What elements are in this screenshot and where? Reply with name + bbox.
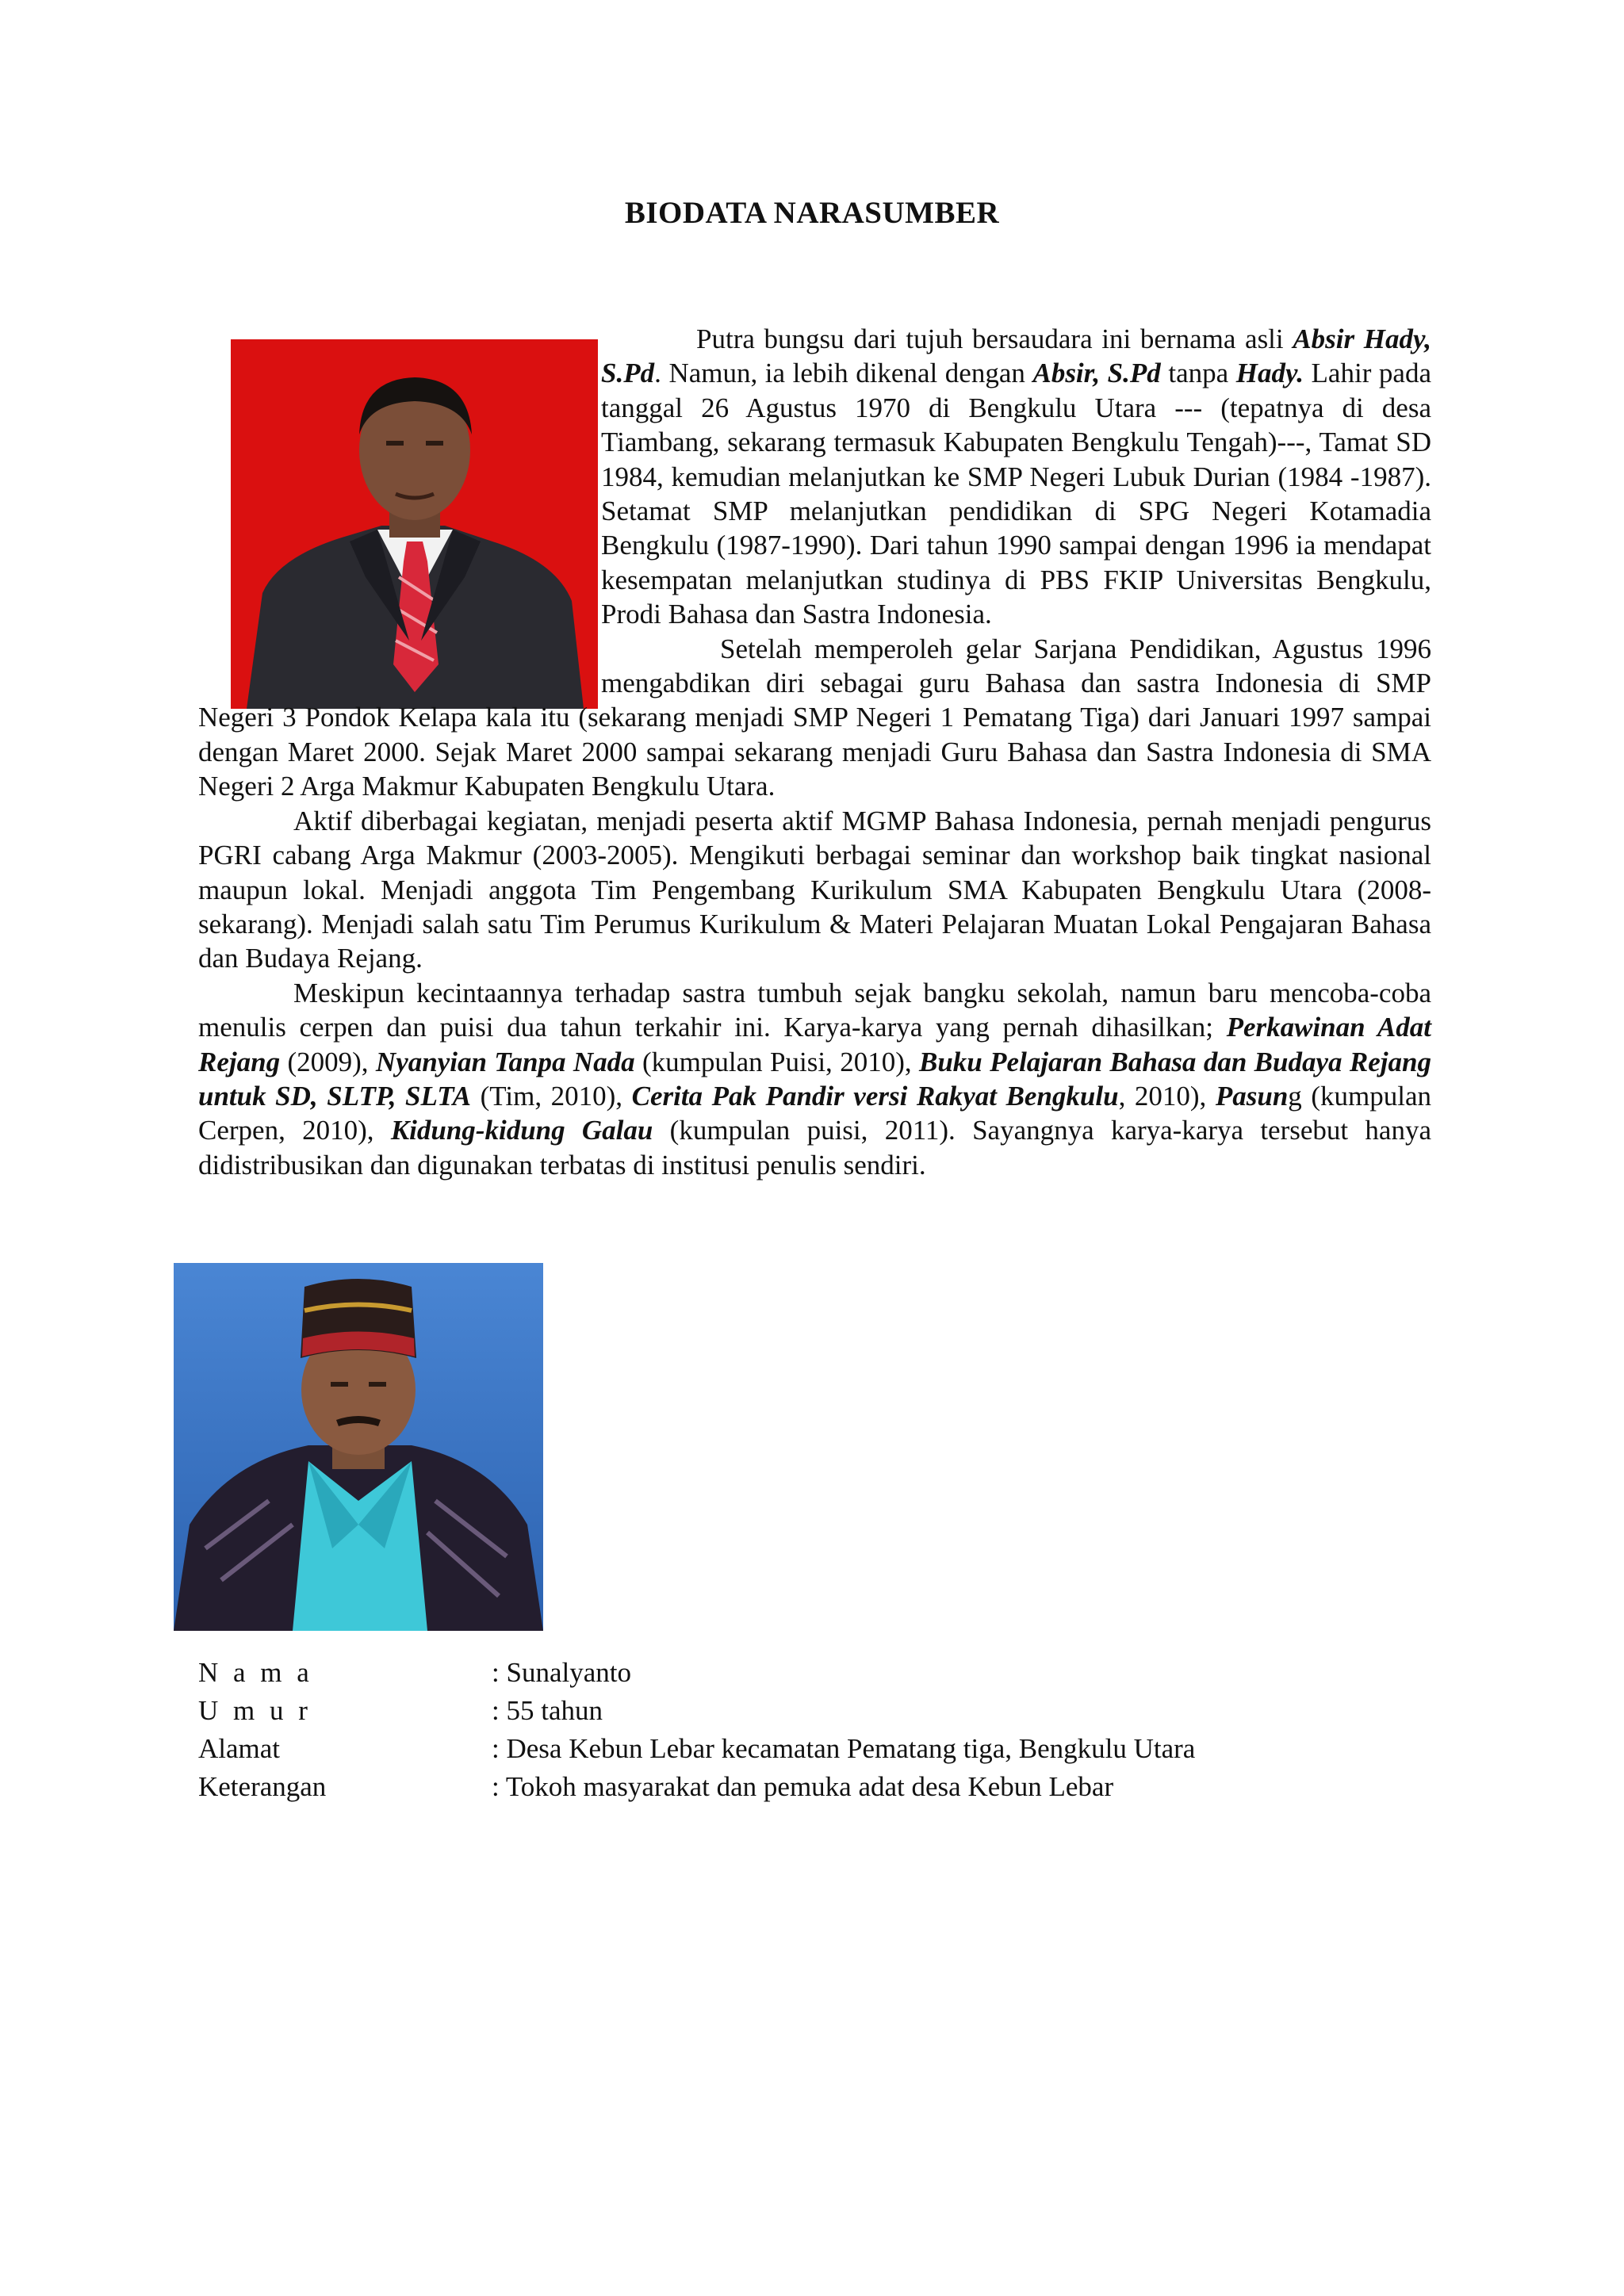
- bio-p1-text-3: tanpa: [1160, 358, 1236, 389]
- photo-float-spacer: [198, 317, 601, 687]
- work-title-kidung: Kidung-kidung Galau: [390, 1115, 653, 1146]
- bio-p1-name-full: Absir Hady, S.Pd: [601, 323, 1431, 389]
- bio-p4-text-2: (2009),: [280, 1046, 376, 1077]
- bio-p4-text-3: (kumpulan Puisi, 2010),: [634, 1046, 919, 1077]
- info-label-umur: U m u r: [198, 1695, 312, 1726]
- bio-p1-text-4: Lahir pada tanggal 26 Agustus 1970 di Bengkulu Utara --- (tepatnya di desa Tiambang, sekarang termasuk Kabupaten Bengkulu Tengah)---, Tamat SD 1984, kemudian melanjutkan ke SMP Negeri Lubuk Durian (1984 -1987). Setamat SMP melanjutkan pendidikan di SPG Negeri Kotamadia Bengkulu (1987-1990). Dari tahun 1990 sampai dengan 1996 ia mendapat kesempatan melanjutkan studinya di PBS FKIP Universitas Bengkulu, Prodi Bahasa dan Sastra Indonesia.: [601, 358, 1431, 630]
- work-title-perkawinan: Perkawinan Adat Rejang: [198, 1012, 1431, 1077]
- info-value-keterangan: : Tokoh masyarakat dan pemuka adat desa Kebun Lebar: [492, 1771, 1114, 1802]
- bio-p4-text-6: g (kumpulan Cerpen, 2010),: [198, 1080, 1431, 1146]
- bio-paragraph-4: [198, 976, 1431, 1182]
- bio-paragraph-2: Setelah memperoleh gelar Sarjana Pendidikan, Agustus 1996 mengabdikan diri sebagai guru Bahasa dan sastra Indonesia di SMP Negeri 3 Pondok Kelapa kala itu (sekarang menjadi SMP Negeri 1 Pematang Tiga) dari Januari 1997 sampai dengan Maret 2000. Sejak Maret 2000 sampai sekarang menjadi Guru Bahasa dan Sastra Indonesia di SMA Negeri 2 Arga Makmur Kabupaten Bengkulu Utara.: [198, 633, 1431, 802]
- informant-info-table: [198, 1654, 1195, 1806]
- info-label-alamat: Alamat: [198, 1733, 281, 1764]
- biography-text: [198, 317, 1431, 1182]
- info-row-umur: [198, 1692, 1195, 1730]
- bio-p4-text-5: , 2010),: [1118, 1080, 1216, 1112]
- bio-p4-text-1: Meskipun kecintaannya terhadap sastra tumbuh sejak bangku sekolah, namun baru mencoba-coba menulis cerpen dan puisi dua tahun terkahir ini. Karya-karya yang pernah dihasilkan;: [198, 977, 1431, 1043]
- work-title-pasung: Pasun: [1215, 1080, 1289, 1112]
- info-value-nama: : Sunalyanto: [492, 1657, 631, 1688]
- bio-p4-text-4: (Tim, 2010),: [471, 1080, 632, 1112]
- page-title: BIODATA NARASUMBER: [624, 196, 1000, 230]
- info-value-umur: : 55 tahun: [492, 1695, 603, 1726]
- work-title-cerita-pak-pandir: Cerita Pak Pandir versi Rakyat Bengkulu: [631, 1080, 1119, 1112]
- bio-p1-name-hady: Hady.: [1235, 358, 1304, 389]
- bio-p4-text-7: (kumpulan puisi, 2011). Sayangnya karya-karya tersebut hanya didistribusikan dan digunakan terbatas di institusi penulis sendiri.: [198, 1115, 1431, 1181]
- info-row-alamat: [198, 1730, 1195, 1768]
- portrait-man-traditional-cap-image: [174, 1263, 543, 1631]
- bio-paragraph-3: Aktif diberbagai kegiatan, menjadi peserta aktif MGMP Bahasa Indonesia, pernah menjadi pengurus PGRI cabang Arga Makmur (2003-2005). Mengikuti berbagai seminar dan workshop baik tingkat nasional maupun lokal. Menjadi anggota Tim Pengembang Kurikulum SMA Kabupaten Bengkulu Utara (2008-sekarang). Menjadi salah satu Tim Perumus Kurikulum & Materi Pelajaran Muatan Lokal Pengajaran Bahasa dan Budaya Rejang.: [198, 805, 1431, 974]
- info-row-nama: [198, 1654, 1195, 1692]
- info-label-keterangan: Keterangan: [198, 1771, 327, 1802]
- bio-p1-text-1: Putra bungsu dari tujuh bersaudara ini bernama asli: [696, 323, 1293, 354]
- bio-p1-text-2: . Namun, ia lebih dikenal dengan: [654, 358, 1033, 389]
- portrait-photo-sunalyanto: [174, 1263, 543, 1631]
- bio-p1-name-short: Absir, S.Pd: [1032, 358, 1161, 389]
- info-label-nama: N a m a: [198, 1657, 313, 1688]
- info-row-keterangan: [198, 1768, 1195, 1806]
- work-title-buku-pelajaran: Buku Pelajaran Bahasa dan Budaya Rejang untuk SD, SLTP, SLTA: [198, 1046, 1431, 1112]
- work-title-nyanyian: Nyanyian Tanpa Nada: [375, 1046, 635, 1077]
- info-value-alamat: : Desa Kebun Lebar kecamatan Pematang tiga, Bengkulu Utara: [492, 1733, 1196, 1764]
